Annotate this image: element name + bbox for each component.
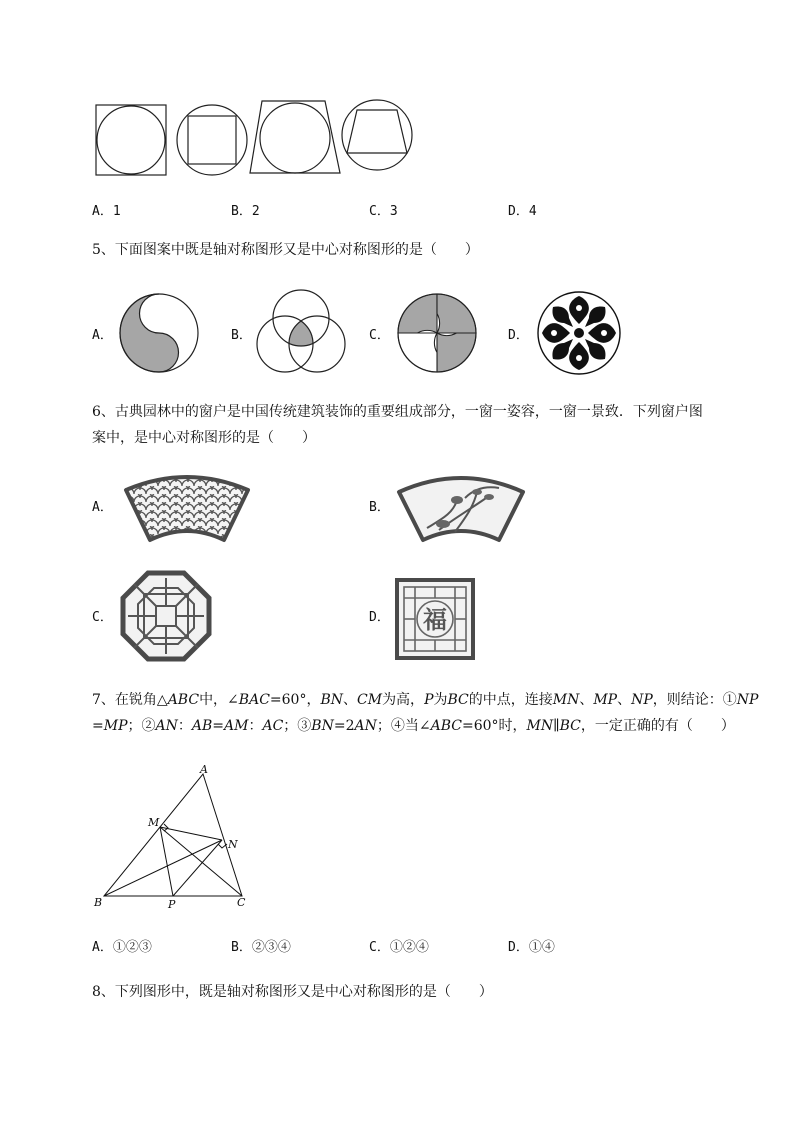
q7-point-c: C: [237, 896, 246, 909]
q7-question-line1: 7、在锐角△ABC中，∠BAC=60°，BN、CM为高，P为BC的中点，连接MN、MP、NP，则结论：①NP: [92, 692, 759, 708]
q6-question-line2: 案中，是中心对称图形的是（ ）: [92, 430, 316, 446]
q8-question: 8、下列图形中，既是轴对称图形又是中心对称图形的是（ ）: [92, 984, 493, 1000]
q7-option-a[interactable]: A．①②③: [92, 940, 152, 955]
q4-option-b[interactable]: B．2: [231, 204, 260, 219]
q7-option-b[interactable]: B．②③④: [231, 940, 291, 955]
q6-fig-c-octagon-window: [120, 570, 212, 662]
q4-figures: [90, 95, 430, 185]
q4-fig-square-with-circle: [96, 105, 166, 175]
q7-question-line2: =MP；②AN：AB=AM：AC；③BN=2AN；④当∠ABC=60°时，MN∥BC，一定正确的有（ ）: [92, 718, 735, 734]
q7-option-d[interactable]: D．①④: [508, 940, 555, 955]
q4-option-a[interactable]: A．1: [92, 204, 121, 219]
q6-fig-d-fu-character: 福: [423, 605, 447, 634]
q4-fig-circle-with-square: [177, 105, 247, 175]
q5-fig-a-yinyang: [118, 292, 200, 374]
q6-label-a[interactable]: A．: [92, 500, 113, 515]
q7-point-p: P: [168, 898, 176, 911]
q6-label-d[interactable]: D．: [369, 610, 390, 625]
q7-point-b: B: [94, 896, 103, 909]
q5-fig-c-pinwheel: [396, 292, 478, 374]
q4-fig-trapezoid-with-circle: [250, 101, 340, 173]
q7-triangle-diagram: [90, 760, 260, 920]
q4-option-d[interactable]: D．4: [508, 204, 537, 219]
q5-label-b[interactable]: B．: [231, 328, 252, 343]
q5-label-a[interactable]: A．: [92, 328, 113, 343]
q5-label-d[interactable]: D．: [508, 328, 529, 343]
q6-fig-a-fan-window: [122, 470, 252, 546]
q6-label-c[interactable]: C．: [92, 610, 113, 625]
q7-point-m: M: [148, 816, 160, 829]
q7-point-a: A: [200, 763, 208, 776]
q4-option-c[interactable]: C．3: [369, 204, 398, 219]
q6-fig-b-fan-window: [395, 470, 527, 546]
q6-label-b[interactable]: B．: [369, 500, 390, 515]
q6-question-line1: 6、古典园林中的窗户是中国传统建筑装饰的重要组成部分，一窗一姿容，一窗一景致．下列窗户图: [92, 404, 703, 420]
q5-fig-d-ornament: [536, 290, 622, 376]
q7-point-n: N: [228, 838, 238, 851]
q4-fig-circle-with-trapezoid: [342, 100, 412, 170]
q5-label-c[interactable]: C．: [369, 328, 390, 343]
q5-question: 5、下面图案中既是轴对称图形又是中心对称图形的是（ ）: [92, 242, 479, 258]
q7-option-c[interactable]: C．①②④: [369, 940, 429, 955]
q5-fig-b-three-circles: [255, 288, 347, 376]
